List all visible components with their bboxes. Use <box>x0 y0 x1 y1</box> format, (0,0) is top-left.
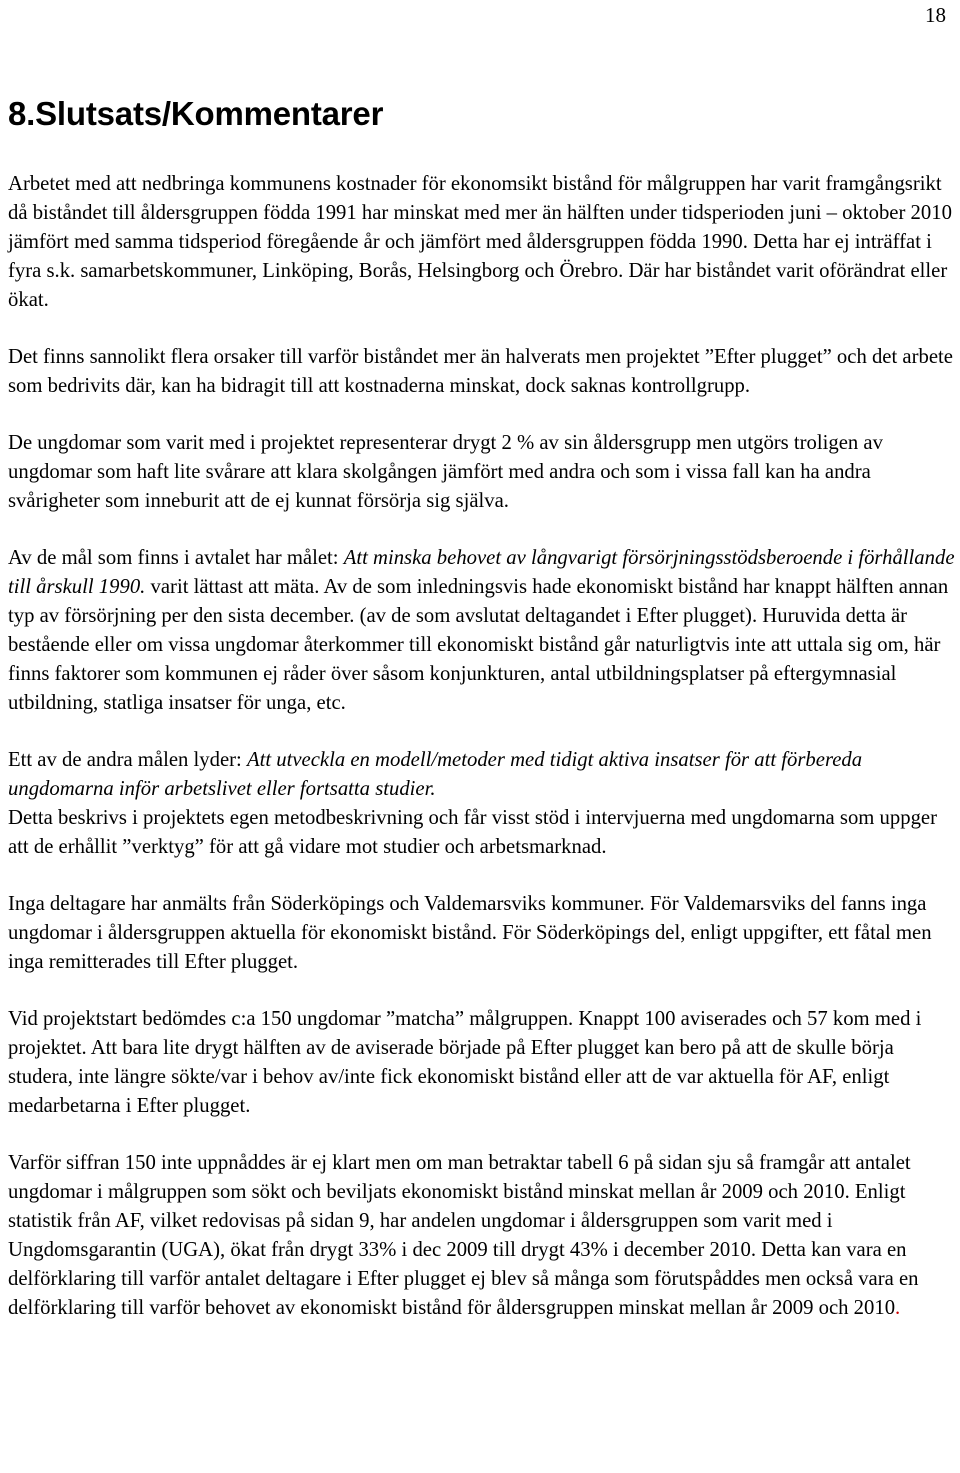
paragraph-results: Arbetet med att nedbringa kommunens kostnader för ekonomsikt bistånd för målgruppen har varit framgångsrikt då biståndet till åldersgruppen födda 1991 har minskat med mer än hälften under tidsperioden juni – oktober 2010 jämfört med samma tidsperiod föregående år och jämfört med åldersgruppen födda 1990. Detta har ej inträffat i fyra s.k. samarbetskommuner, Linköping, Borås, Helsingborg och Örebro. Där har biståndet varit oförändrat eller ökat. <box>8 173 952 311</box>
paragraph-explanation <box>8 1149 956 1323</box>
paragraph-reasons: Det finns sannolikt flera orsaker till varför biståndet mer än halverats men projektet ”Efter plugget” och det arbete som bedrivits där, kan ha bidragit till att kostnaderna minskat, dock saknas kontrollgrupp. <box>8 346 953 397</box>
paragraph-method: Detta beskrivs i projektets egen metodbeskrivning och får visst stöd i intervjuerna med ungdomarna som uppger att de erhållit ”verktyg” för att gå vidare mot studier och arbetsmarknad. <box>8 807 937 858</box>
section-heading: 8.Slutsats/Kommentarer <box>8 95 384 132</box>
paragraph-goal-one <box>8 544 956 718</box>
goal-one-quote: Att minska behovet av långvarigt försörjningsstödsberoende i förhållande till årskull 1990. <box>8 547 955 598</box>
paragraph-project-start: Vid projektstart bedömdes c:a 150 ungdomar ”matcha” målgruppen. Knappt 100 aviserades och 57 kom med i projektet. Att bara lite drygt hälften av de aviserade började på Efter plugget kan bero på att de skulle börja studera, inte längre sökte/var i behov av/inte fick ekonomiskt bistånd eller att de var aktuella för AF, enligt medarbetarna i Efter plugget. <box>8 1008 922 1117</box>
goal-one-lead: Av de mål som finns i avtalet har målet: <box>8 547 344 569</box>
paragraph-participants: De ungdomar som varit med i projektet representerar drygt 2 % av sin åldersgrupp men utgörs troligen av ungdomar som haft lite svårare att klara skolgången jämfört med andra och som i vissa fall kan ha andra svårigheter som inneburit att de ej kunnat försörja sig själva. <box>8 432 883 512</box>
paragraph-municipalities: Inga deltagare har anmälts från Söderköpings och Valdemarsviks kommuner. För Valdemarsviks del fanns inga ungdomar i åldersgruppen aktuella för ekonomiskt bistånd. För Söderköpings del, enligt uppgifter, ett fåtal men inga remitterades till Efter plugget. <box>8 893 932 973</box>
document-body <box>8 170 956 1323</box>
goal-two-lead: Ett av de andra målen lyder: <box>8 749 247 771</box>
goal-two-quote: Att utveckla en modell/metoder med tidigt aktiva insatser för att förbereda ungdomarna inför arbetslivet eller fortsatta studier. <box>8 749 863 800</box>
page-number: 18 <box>925 3 946 27</box>
paragraph-goal-two <box>8 746 956 804</box>
explanation-text: Varför siffran 150 inte uppnåddes är ej klart men om man betraktar tabell 6 på sidan sju så framgår att antalet ungdomar i målgruppen som sökt och beviljats ekonomiskt bistånd minskat mellan år 2009 och 2010. Enligt statistik från AF, vilket redovisas på sidan 9, har andelen ungdomar i åldersgruppen som varit med i Ungdomsgarantin (UGA), ökat från drygt 33% i dec 2009 till drygt 43% i december 2010. Detta kan vara en delförklaring till varför antalet deltagare i Efter plugget ej blev så många som förutspåddes men också vara en delförklaring till varför behovet av ekonomiskt bistånd för åldersgruppen minskat mellan år 2009 och 2010 <box>8 1152 919 1319</box>
explanation-period: . <box>895 1297 901 1319</box>
goal-one-rest: varit lättast att mäta. Av de som inledningsvis hade ekonomiskt bistånd har knappt hälften annan typ av försörjning per den sista december. (av de som avslutat deltagandet i Efter plugget). Huruvida detta är bestående eller om vissa ungdomar återkommer till ekonomiskt bistånd går naturligtvis inte att uttala sig om, här finns faktorer som kommunen ej råder över såsom konjunkturen, antal utbildningsplatser på eftergymnasial utbildning, statliga insatser för unga, etc. <box>8 576 949 714</box>
